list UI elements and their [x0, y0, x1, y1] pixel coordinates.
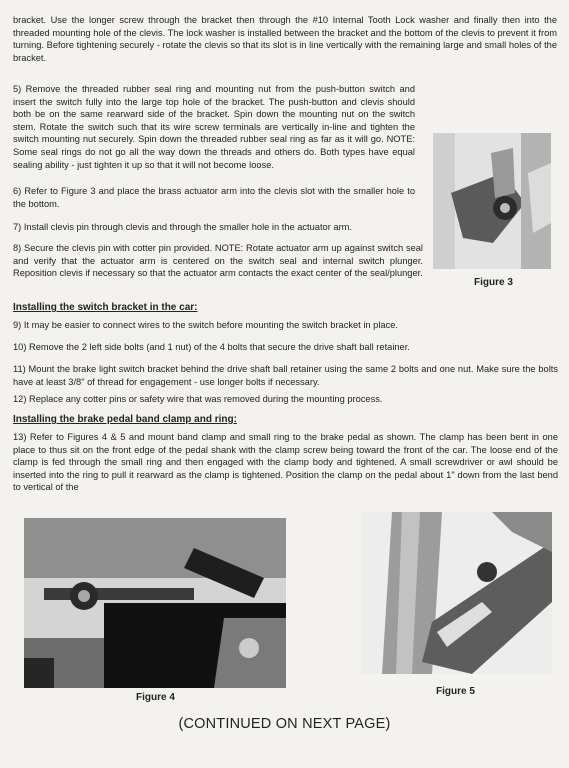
figure-5-photo	[362, 512, 552, 674]
figure-4-caption: Figure 4	[136, 692, 175, 703]
step-11: 11) Mount the brake light switch bracket behind the drive shaft ball retainer using the same 2 bolts and one nut. Make sure the bolts have at least 3/8" of thread for engagement - use longer bolts if necessary.	[13, 364, 558, 387]
figure-4-photo	[24, 518, 286, 688]
step-6: 6) Refer to Figure 3 and place the brass actuator arm into the clevis slot with the smaller hole to the bottom.	[13, 186, 415, 209]
heading-pedal-clamp: Installing the brake pedal band clamp and ring:	[13, 414, 237, 425]
step-9: 9) It may be easier to connect wires to the switch before mounting the switch bracket in place.	[13, 320, 398, 330]
paragraph-intro: bracket. Use the longer screw through the bracket then through the #10 Internal Tooth Lock washer and finally then into the threaded mounting hole of the clevis. The lock washer is installed between the bracket and the bottom of the clevis to prevent it from turning. Before tightening securely - rotate the clevis so that its slot is in line vertically with the remaining large and small holes of the bracket.	[13, 15, 557, 63]
heading-switch-bracket: Installing the switch bracket in the car:	[13, 302, 198, 313]
figure-3-photo	[433, 133, 551, 269]
step-10: 10) Remove the 2 left side bolts (and 1 nut) of the 4 bolts that secure the drive shaft ball retainer.	[13, 342, 410, 352]
step-8: 8) Secure the clevis pin with cotter pin provided. NOTE: Rotate actuator arm up against switch seal and verify that the actuator arm is centered on the switch seal and internal switch plunger. Reposition clevis if necessary so that the actuator arm contacts the exact center of the seal/plunger.	[13, 243, 423, 279]
figure-3-caption: Figure 3	[474, 277, 513, 288]
step-13: 13) Refer to Figures 4 & 5 and mount band clamp and small ring to the brake pedal as shown. The clamp has been bent in one place to thus sit on the front edge of the pedal shank with the clamp screw being toward the front of the car. The loose end of the clamp is fed through the small ring and then engaged with the clamp body and tightened. A small screwdriver or awl should be inserted into the ring to pull it rearward as the clamp is tightened. Position the clamp on the pedal about 1" down from the last bend to vertical of the	[13, 432, 558, 493]
continued-notice: (CONTINUED ON NEXT PAGE)	[178, 716, 391, 732]
step-7: 7) Install clevis pin through clevis and through the smaller hole in the actuator arm.	[13, 222, 352, 232]
figure-5-caption: Figure 5	[436, 686, 475, 697]
step-12: 12) Replace any cotter pins or safety wire that was removed during the mounting process.	[13, 394, 383, 404]
step-5: 5) Remove the threaded rubber seal ring and mounting nut from the push-button switch and insert the switch fully into the large top hole of the bracket. The push-button and clevis should both be on the same rearward side of the bracket. Spin down the mounting nut on the switch stem. Rotate the switch such that its wire screw terminals are vertically in-line and tighten the switch mounting nut securely. Spin down the threaded rubber seal ring as far as it will go. NOTE: Some seal rings do not go all the way down the threads and others do. Both types have equal sealing ability - just tighten it up so that it will not become loose.	[13, 84, 415, 170]
